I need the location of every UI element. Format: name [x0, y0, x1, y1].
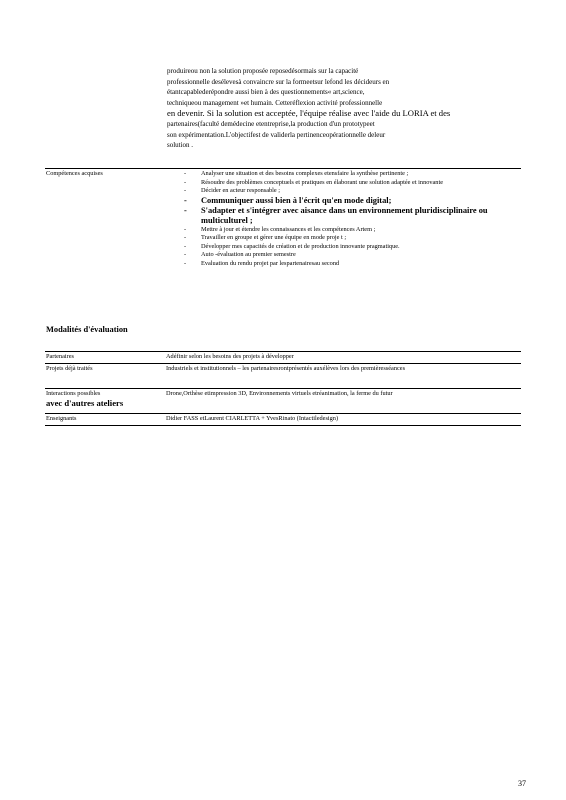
- interactions-label-line: avec d'autres ateliers: [46, 397, 124, 408]
- competences-label: Compétences acquises: [46, 170, 103, 177]
- intro-line: techniqueou management »et humain. Cetteréflexion activité professionnelle: [167, 98, 383, 107]
- list-item: - S'adapter et s'intégrer avec aisance dans un environnement pluridisciplinaire ou multiculturel ;: [166, 206, 521, 226]
- table-row-competences: [45, 168, 521, 351]
- competences-cell: [166, 169, 521, 269]
- list-item: - Analyser une situation et des besoins complexes etensfaire la synthèse pertinente ;: [166, 170, 521, 179]
- list-item: - Communiquer aussi bien à l'écrit qu'en mode digital;: [166, 196, 521, 206]
- list-item: - Mettre à jour et étendre les connaissances et les compétences Artem ;: [166, 226, 521, 235]
- partenaires-value: Adéfinir selon les besoins des projets à développer: [166, 353, 294, 360]
- list-item: - Décider en acteur responsable ;: [166, 187, 521, 196]
- interactions-label-line: Interactions possibles: [46, 390, 101, 397]
- projets-label: Projets déjà traités: [46, 365, 93, 372]
- list-item: - Résoudre des problèmes conceptuels et pratiques en élaborant une solution adaptée et innovante: [166, 179, 521, 188]
- projets-value: Industriels et institutionnels – les partenairesrontprésentés auxélèves lors des premièresséances: [166, 365, 406, 372]
- table-row-enseignants: [45, 413, 521, 426]
- interactions-value: Drone,Orthèse etimpression 3D, Environnements virtuels etréanimation, la ferme du futur: [166, 390, 393, 397]
- list-item: - Développer mes capacités de création et de production innovante pragmatique.: [166, 243, 521, 252]
- list-item: - Travailler en groupe et gérer une équipe en mode proje t ;: [166, 234, 521, 243]
- intro-paragraph: [167, 66, 507, 151]
- competences-list: [166, 170, 521, 268]
- intro-line: partenaires(faculté demédecine etentreprise,la production d'un prototypeet: [167, 119, 375, 128]
- intro-line: en devenir. Si la solution est acceptée, l'équipe réalise avec l'aide du LORIA et des: [167, 108, 451, 119]
- intro-line: solution .: [167, 141, 194, 150]
- intro-line: produireou non la solution proposée reposedésormais sur la capacité: [167, 67, 359, 75]
- page-number: 37: [518, 779, 526, 788]
- intro-line: professionnelle desélevesà convaincre sur la formeetsur lefond les décideurs en: [167, 77, 390, 86]
- table-row-interactions: [45, 388, 521, 413]
- intro-line: son expérimentation.L'objectifest de validerla pertinenceopérationnelle deleur: [167, 130, 386, 139]
- partenaires-label: Partenaires: [46, 353, 74, 360]
- course-info-table: [45, 168, 521, 426]
- table-row-partenaires: [45, 351, 521, 363]
- list-item: - Auto -évaluation au premier semestre: [166, 251, 521, 260]
- table-row-projets: [45, 363, 521, 388]
- interactions-label: [46, 390, 164, 409]
- intro-line: étantcapablederépondre aussi bien à des questionnements« art,science,: [167, 88, 365, 97]
- modalites-label: Modalités d'évaluation: [46, 325, 128, 334]
- list-item: - Evaluation du rendu projet par lespartenairesau second: [166, 260, 521, 269]
- enseignants-value: Didier FASS etLaurent CIARLETTA + YvesRinato (Intactiledesign): [166, 415, 339, 422]
- enseignants-label: Enseignants: [46, 415, 77, 422]
